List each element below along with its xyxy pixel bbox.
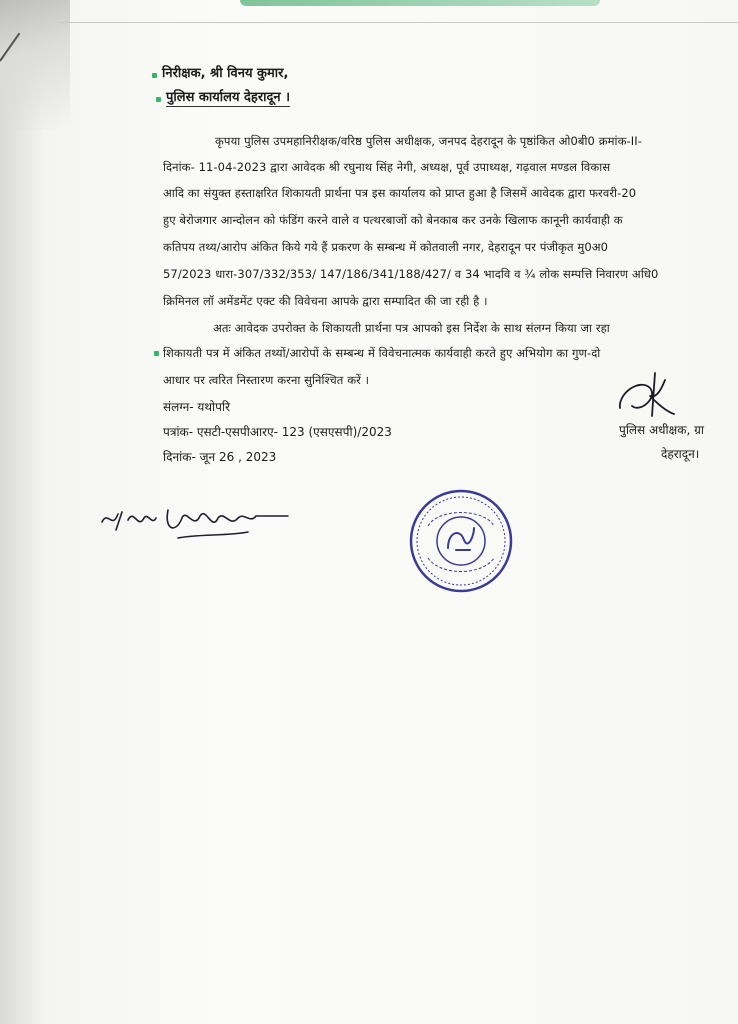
handwritten-endorsement (98, 500, 298, 544)
body-line-3: आदि का संयुक्त हस्ताक्षरित शिकायती प्रार्थना पत्र इस कार्यालय को प्राप्त हुआ है जिसमें आवेदक द्वारा फरवरी-20 (163, 186, 637, 200)
top-green-strip (240, 0, 600, 6)
addressee-line-2: पुलिस कार्यालय देहरादून । (166, 90, 291, 105)
page-fold-shadow (0, 0, 70, 130)
body-line-2: दिनांक- 11-04-2023 द्वारा आवेदक श्री रघुनाथ सिंह नेगी, अध्यक्ष, पूर्व उपाध्यक्ष, गढ़वाल मण्डल विकास (163, 160, 611, 174)
body-line-5: कतिपय तथ्य/आरोप अंकित किये गये हैं प्रकरण के सम्बन्ध में कोतवाली नगर, देहरादून पर पंजीकृत मु0अ0 (163, 240, 609, 254)
letter-date: दिनांक- जून 26 , 2023 (163, 450, 277, 464)
addressee-line-1: निरीक्षक, श्री विनय कुमार, (162, 66, 289, 81)
green-marker (154, 351, 159, 356)
body-line-8: अतः आवेदक उपरोक्त के शिकायती प्रार्थना पत्र आपको इस निर्देश के साथ संलग्न किया जा रहा (213, 321, 610, 335)
body-line-9: शिकायती पत्र में अंकित तथ्यों/आरोपों के सम्बन्ध में विवेचनात्मक कार्यवाही करते हुए अभियोग का गुण-दो (163, 346, 601, 360)
official-seal (408, 488, 514, 594)
body-line-10: आधार पर त्वरित निस्तारण करना सुनिश्चित करें । (163, 373, 370, 387)
body-line-1: कृपया पुलिस उपमहानिरीक्षक/वरिष्ठ पुलिस अधीक्षक, जनपद देहरादून के पृष्ठांकित ओ0बी0 क्रमांक-II- (215, 134, 643, 148)
body-line-6: 57/2023 धारा-307/332/353/ 147/186/341/188/427/ व 34 भादवि व ¾ लोक सम्पत्ति निवारण अधि0 (163, 267, 659, 281)
body-line-4: हुए बेरोजगार आन्दोलन को फंडिंग करने वाले व पत्थरबाजों को बेनकाब कर उनके खिलाफ कानूनी कार्यवाही क (163, 213, 623, 227)
enclosure-note: संलग्न- यथोपरि (163, 400, 230, 414)
signatory-title: पुलिस अधीक्षक, ग्रा (619, 423, 704, 437)
top-rule (60, 22, 738, 23)
signatory-place: देहरादून। (661, 447, 700, 461)
green-marker (152, 73, 157, 78)
officer-signature (610, 368, 680, 420)
green-marker (156, 97, 161, 102)
body-line-7: क्रिमिनल लॉ अमेंडमेंट एक्ट की विवेचना आपके द्वारा सम्पादित की जा रही है । (163, 294, 488, 308)
reference-number: पत्रांक- एसटी-एसपीआरए- 123 (एसएसपी)/2023 (163, 425, 392, 439)
